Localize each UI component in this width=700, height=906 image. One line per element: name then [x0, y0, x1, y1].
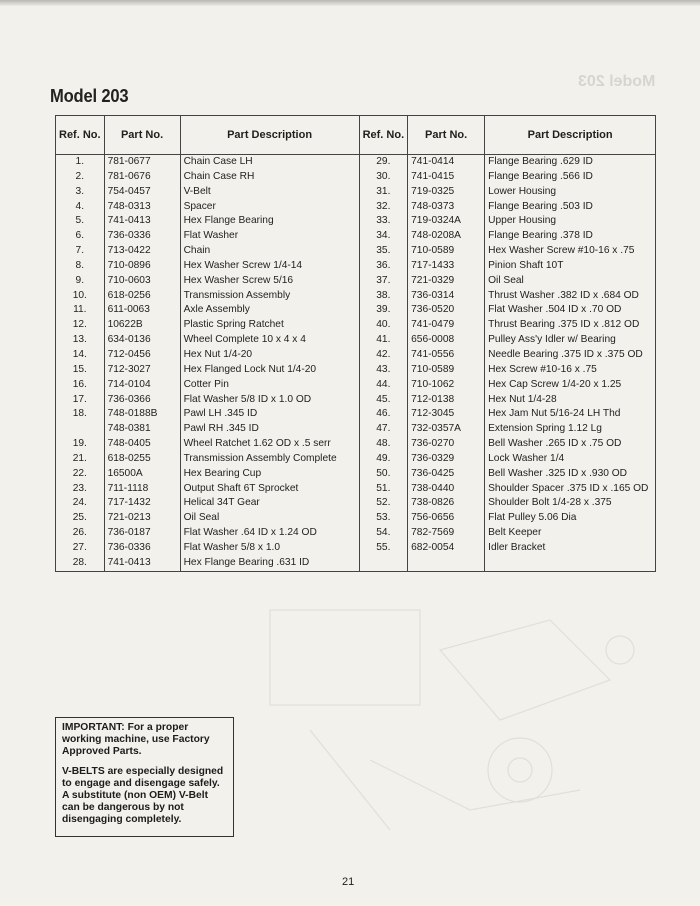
table-row: [56, 200, 656, 215]
table-row: [56, 526, 656, 541]
left-ref-cell: 19.: [56, 437, 105, 452]
right-part-no-cell: 710-0589: [408, 363, 485, 378]
table-row: [56, 556, 656, 571]
table-row: [56, 155, 656, 170]
right-ref-cell: 40.: [359, 318, 408, 333]
left-ref-cell: 2.: [56, 170, 105, 185]
right-description-cell: Thrust Washer .382 ID x .684 OD: [485, 289, 656, 304]
table-row: [56, 274, 656, 289]
left-part-no-cell: 710-0603: [104, 274, 180, 289]
right-description-cell: Hex Nut 1/4-28: [485, 393, 656, 408]
right-part-no-cell: 741-0415: [408, 170, 485, 185]
left-part-no-cell: 721-0213: [104, 511, 180, 526]
right-description-cell: Flange Bearing .503 ID: [485, 200, 656, 215]
parts-table: [55, 115, 656, 572]
left-part-no-cell: 634-0136: [104, 333, 180, 348]
left-description-cell: Pawl LH .345 ID: [180, 407, 359, 422]
left-description-cell: Hex Washer Screw 1/4-14: [180, 259, 359, 274]
page-number: 21: [342, 876, 355, 888]
part-no-header: Part No.: [104, 116, 180, 155]
left-description-cell: Plastic Spring Ratchet: [180, 318, 359, 333]
left-ref-cell: 13.: [56, 333, 105, 348]
right-ref-cell: 51.: [359, 482, 408, 497]
right-ref-cell: 48.: [359, 437, 408, 452]
left-ref-cell: 25.: [56, 511, 105, 526]
left-description-cell: Hex Flanged Lock Nut 1/4-20: [180, 363, 359, 378]
left-part-no-cell: 712-3027: [104, 363, 180, 378]
left-part-no-cell: 714-0104: [104, 378, 180, 393]
left-description-cell: Chain Case RH: [180, 170, 359, 185]
right-description-cell: Shoulder Bolt 1/4-28 x .375: [485, 496, 656, 511]
left-part-no-cell: 754-0457: [104, 185, 180, 200]
right-part-no-cell: 738-0826: [408, 496, 485, 511]
table-row: [56, 422, 656, 437]
part-description-header: Part Description: [485, 116, 656, 155]
right-ref-cell: 35.: [359, 244, 408, 259]
right-description-cell: Pinion Shaft 10T: [485, 259, 656, 274]
left-ref-cell: 9.: [56, 274, 105, 289]
right-part-no-cell: 748-0208A: [408, 229, 485, 244]
left-description-cell: Transmission Assembly: [180, 289, 359, 304]
left-part-no-cell: 781-0677: [104, 155, 180, 170]
table-row: [56, 318, 656, 333]
left-description-cell: Flat Washer: [180, 229, 359, 244]
left-description-cell: Hex Flange Bearing: [180, 214, 359, 229]
left-ref-cell: 23.: [56, 482, 105, 497]
table-row: [56, 511, 656, 526]
left-description-cell: Wheel Complete 10 x 4 x 4: [180, 333, 359, 348]
right-description-cell: Shoulder Spacer .375 ID x .165 OD: [485, 482, 656, 497]
right-ref-cell: 45.: [359, 393, 408, 408]
left-ref-cell: 11.: [56, 303, 105, 318]
right-description-cell: Hex Washer Screw #10-16 x .75: [485, 244, 656, 259]
left-part-no-cell: 748-0381: [104, 422, 180, 437]
table-row: [56, 437, 656, 452]
left-part-no-cell: 712-0456: [104, 348, 180, 363]
right-description-cell: Needle Bearing .375 ID x .375 OD: [485, 348, 656, 363]
right-part-no-cell: 682-0054: [408, 541, 485, 556]
right-description-cell: Extension Spring 1.12 Lg: [485, 422, 656, 437]
table-header-row: [56, 116, 656, 155]
left-ref-cell: 10.: [56, 289, 105, 304]
left-description-cell: Cotter Pin: [180, 378, 359, 393]
right-ref-cell: 49.: [359, 452, 408, 467]
left-ref-cell: 15.: [56, 363, 105, 378]
left-description-cell: Flat Washer 5/8 x 1.0: [180, 541, 359, 556]
right-part-no-cell: 710-0589: [408, 244, 485, 259]
right-ref-cell: 52.: [359, 496, 408, 511]
left-description-cell: Axle Assembly: [180, 303, 359, 318]
table-row: [56, 363, 656, 378]
right-part-no-cell: 736-0329: [408, 452, 485, 467]
left-part-no-cell: 736-0187: [104, 526, 180, 541]
table-row: [56, 348, 656, 363]
left-ref-cell: 1.: [56, 155, 105, 170]
table-row: [56, 303, 656, 318]
right-ref-cell: 44.: [359, 378, 408, 393]
left-part-no-cell: 717-1432: [104, 496, 180, 511]
left-description-cell: Oil Seal: [180, 511, 359, 526]
right-description-cell: Hex Screw #10-16 x .75: [485, 363, 656, 378]
left-ref-cell: 5.: [56, 214, 105, 229]
left-description-cell: Output Shaft 6T Sprocket: [180, 482, 359, 497]
left-ref-cell: 27.: [56, 541, 105, 556]
table-row: [56, 229, 656, 244]
right-part-no-cell: 741-0479: [408, 318, 485, 333]
right-description-cell: Belt Keeper: [485, 526, 656, 541]
left-part-no-cell: 736-0366: [104, 393, 180, 408]
left-ref-cell: 21.: [56, 452, 105, 467]
left-description-cell: Helical 34T Gear: [180, 496, 359, 511]
part-description-header: Part Description: [180, 116, 359, 155]
table-row: [56, 244, 656, 259]
right-part-no-cell: 717-1433: [408, 259, 485, 274]
left-part-no-cell: 16500A: [104, 467, 180, 482]
left-ref-cell: 12.: [56, 318, 105, 333]
left-description-cell: Hex Washer Screw 5/16: [180, 274, 359, 289]
right-description-cell: Flat Washer .504 ID x .70 OD: [485, 303, 656, 318]
right-description-cell: Hex Cap Screw 1/4-20 x 1.25: [485, 378, 656, 393]
right-ref-cell: 42.: [359, 348, 408, 363]
left-ref-cell: 17.: [56, 393, 105, 408]
bleed-through-diagram: [250, 590, 670, 850]
right-part-no-cell: 721-0329: [408, 274, 485, 289]
right-part-no-cell: [408, 556, 485, 571]
right-description-cell: Flange Bearing .629 ID: [485, 155, 656, 170]
left-part-no-cell: 736-0336: [104, 229, 180, 244]
left-part-no-cell: 748-0405: [104, 437, 180, 452]
right-description-cell: Idler Bracket: [485, 541, 656, 556]
left-part-no-cell: 710-0896: [104, 259, 180, 274]
table-row: [56, 170, 656, 185]
right-description-cell: Oil Seal: [485, 274, 656, 289]
right-description-cell: Flange Bearing .566 ID: [485, 170, 656, 185]
right-part-no-cell: 712-0138: [408, 393, 485, 408]
right-ref-cell: 31.: [359, 185, 408, 200]
table-row: [56, 393, 656, 408]
left-ref-cell: 24.: [56, 496, 105, 511]
table-row: [56, 467, 656, 482]
right-ref-cell: 55.: [359, 541, 408, 556]
left-ref-cell: 7.: [56, 244, 105, 259]
left-part-no-cell: 781-0676: [104, 170, 180, 185]
right-part-no-cell: 719-0324A: [408, 214, 485, 229]
left-ref-cell: 22.: [56, 467, 105, 482]
left-description-cell: Transmission Assembly Complete: [180, 452, 359, 467]
table-row: [56, 541, 656, 556]
right-description-cell: Flat Pulley 5.06 Dia: [485, 511, 656, 526]
right-part-no-cell: 736-0270: [408, 437, 485, 452]
left-description-cell: Hex Nut 1/4-20: [180, 348, 359, 363]
right-ref-cell: 39.: [359, 303, 408, 318]
left-part-no-cell: 618-0256: [104, 289, 180, 304]
left-part-no-cell: 618-0255: [104, 452, 180, 467]
right-ref-cell: 53.: [359, 511, 408, 526]
important-notice-text: IMPORTANT: For a proper working machine, use Factory Approved Parts.: [62, 722, 210, 757]
important-notice-box: [55, 717, 234, 837]
vbelt-warning-text: V-BELTS are especially designed to engage and disengage safely. A substitute (non OEM) V-Belt can be dangerous by not disengaging completely.: [62, 766, 224, 825]
left-description-cell: Hex Bearing Cup: [180, 467, 359, 482]
right-ref-cell: 47.: [359, 422, 408, 437]
left-description-cell: Chain: [180, 244, 359, 259]
part-no-header: Part No.: [408, 116, 485, 155]
table-row: [56, 407, 656, 422]
right-description-cell: Hex Jam Nut 5/16-24 LH Thd: [485, 407, 656, 422]
right-ref-cell: 41.: [359, 333, 408, 348]
right-part-no-cell: 741-0414: [408, 155, 485, 170]
left-ref-cell: 28.: [56, 556, 105, 571]
left-description-cell: Spacer: [180, 200, 359, 215]
right-ref-cell: 38.: [359, 289, 408, 304]
right-ref-cell: 34.: [359, 229, 408, 244]
right-part-no-cell: 710-1062: [408, 378, 485, 393]
right-part-no-cell: 719-0325: [408, 185, 485, 200]
right-ref-cell: 33.: [359, 214, 408, 229]
left-description-cell: Flat Washer 5/8 ID x 1.0 OD: [180, 393, 359, 408]
right-ref-cell: [359, 556, 408, 571]
left-part-no-cell: 748-0313: [104, 200, 180, 215]
left-ref-cell: 4.: [56, 200, 105, 215]
right-part-no-cell: 732-0357A: [408, 422, 485, 437]
right-part-no-cell: 748-0373: [408, 200, 485, 215]
left-part-no-cell: 741-0413: [104, 556, 180, 571]
bleed-through-title: Model 203: [578, 73, 656, 90]
left-ref-cell: 6.: [56, 229, 105, 244]
right-part-no-cell: 736-0520: [408, 303, 485, 318]
ref-no-header: Ref. No.: [359, 116, 408, 155]
left-description-cell: Pawl RH .345 ID: [180, 422, 359, 437]
right-description-cell: Lower Housing: [485, 185, 656, 200]
right-part-no-cell: 738-0440: [408, 482, 485, 497]
right-part-no-cell: 782-7569: [408, 526, 485, 541]
right-description-cell: Thrust Bearing .375 ID x .812 OD: [485, 318, 656, 333]
right-part-no-cell: 712-3045: [408, 407, 485, 422]
left-ref-cell: 3.: [56, 185, 105, 200]
page-top-edge: [0, 0, 700, 6]
left-part-no-cell: 736-0336: [104, 541, 180, 556]
table-row: [56, 496, 656, 511]
parts-table-body: [56, 155, 656, 572]
table-row: [56, 378, 656, 393]
right-description-cell: [485, 556, 656, 571]
right-ref-cell: 29.: [359, 155, 408, 170]
left-description-cell: V-Belt: [180, 185, 359, 200]
right-ref-cell: 36.: [359, 259, 408, 274]
left-ref-cell: 26.: [56, 526, 105, 541]
right-description-cell: Pulley Ass'y Idler w/ Bearing: [485, 333, 656, 348]
right-part-no-cell: 741-0556: [408, 348, 485, 363]
right-ref-cell: 50.: [359, 467, 408, 482]
left-description-cell: Wheel Ratchet 1.62 OD x .5 serr: [180, 437, 359, 452]
right-description-cell: Bell Washer .265 ID x .75 OD: [485, 437, 656, 452]
left-ref-cell: 16.: [56, 378, 105, 393]
table-row: [56, 289, 656, 304]
right-ref-cell: 32.: [359, 200, 408, 215]
left-part-no-cell: 611-0063: [104, 303, 180, 318]
table-row: [56, 333, 656, 348]
right-ref-cell: 43.: [359, 363, 408, 378]
ref-no-header: Ref. No.: [56, 116, 105, 155]
left-part-no-cell: 10622B: [104, 318, 180, 333]
right-part-no-cell: 656-0008: [408, 333, 485, 348]
right-ref-cell: 54.: [359, 526, 408, 541]
left-part-no-cell: 748-0188B: [104, 407, 180, 422]
right-description-cell: Flange Bearing .378 ID: [485, 229, 656, 244]
table-row: [56, 482, 656, 497]
table-row: [56, 259, 656, 274]
left-part-no-cell: 741-0413: [104, 214, 180, 229]
page-title: Model 203: [50, 86, 129, 106]
table-row: [56, 214, 656, 229]
right-description-cell: Upper Housing: [485, 214, 656, 229]
left-ref-cell: 14.: [56, 348, 105, 363]
right-ref-cell: 46.: [359, 407, 408, 422]
right-description-cell: Lock Washer 1/4: [485, 452, 656, 467]
left-ref-cell: 18.: [56, 407, 105, 422]
left-part-no-cell: 713-0422: [104, 244, 180, 259]
right-description-cell: Bell Washer .325 ID x .930 OD: [485, 467, 656, 482]
table-row: [56, 185, 656, 200]
right-ref-cell: 37.: [359, 274, 408, 289]
left-description-cell: Hex Flange Bearing .631 ID: [180, 556, 359, 571]
right-part-no-cell: 736-0314: [408, 289, 485, 304]
left-part-no-cell: 711-1118: [104, 482, 180, 497]
right-ref-cell: 30.: [359, 170, 408, 185]
left-ref-cell: [56, 422, 105, 437]
right-part-no-cell: 756-0656: [408, 511, 485, 526]
right-part-no-cell: 736-0425: [408, 467, 485, 482]
table-row: [56, 452, 656, 467]
left-description-cell: Flat Washer .64 ID x 1.24 OD: [180, 526, 359, 541]
left-description-cell: Chain Case LH: [180, 155, 359, 170]
left-ref-cell: 8.: [56, 259, 105, 274]
